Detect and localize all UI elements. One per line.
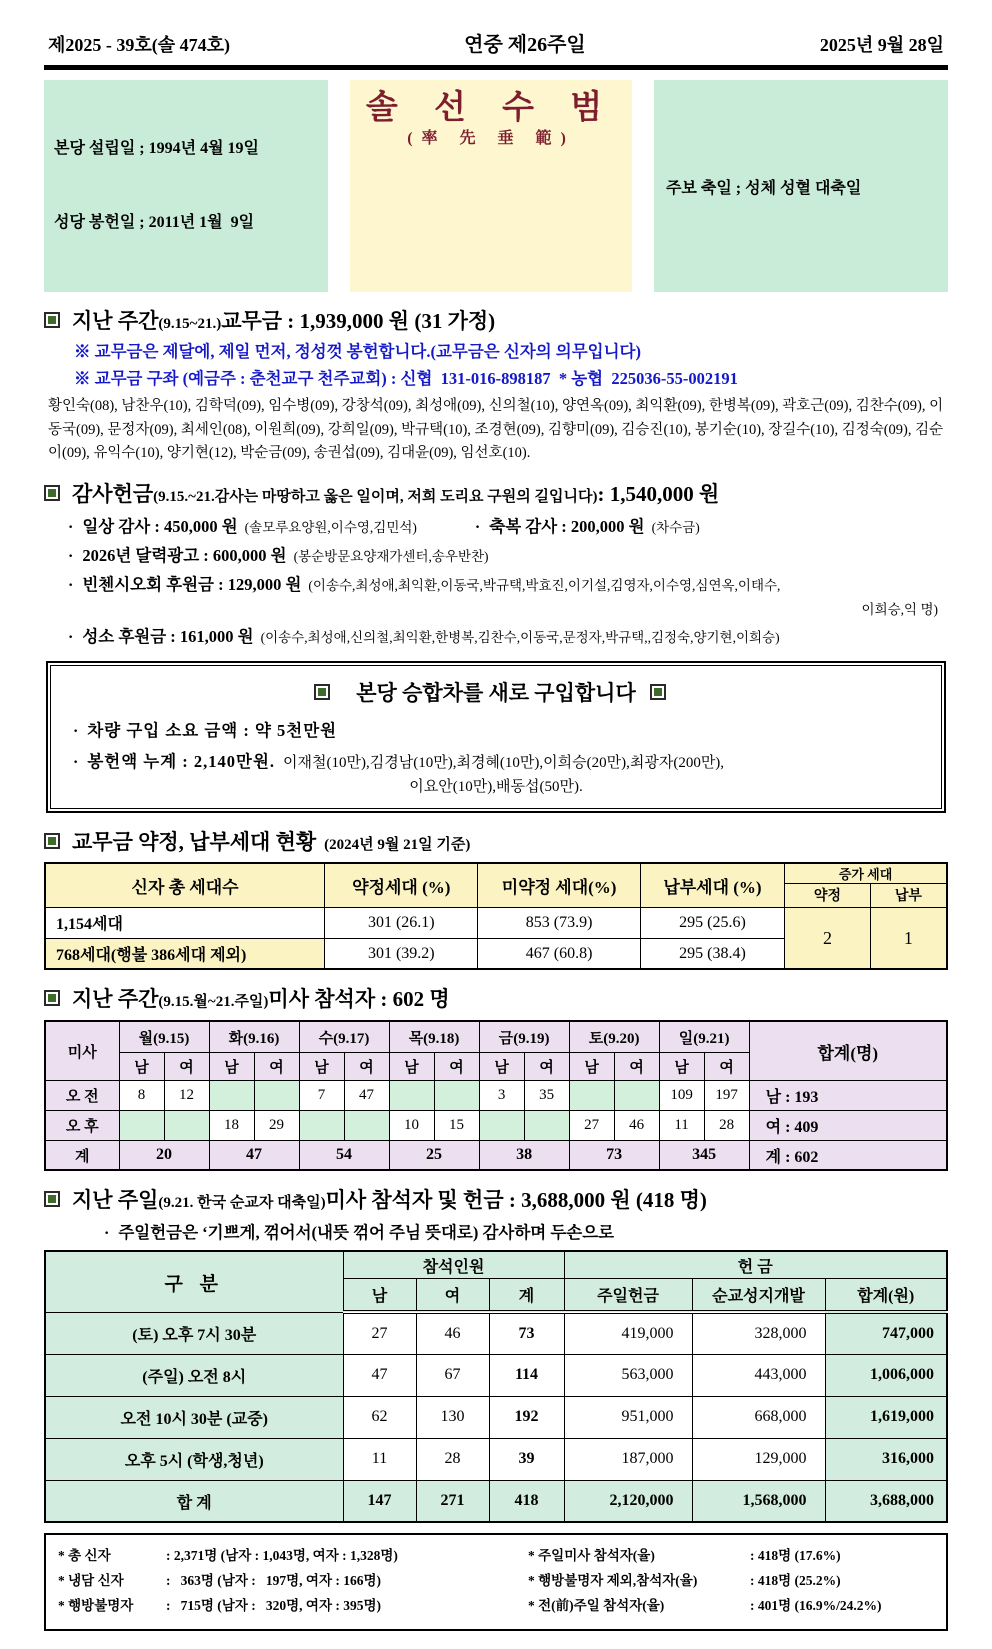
section-marker-icon	[44, 485, 60, 501]
pledge-col-increase: 증가 세대	[785, 863, 947, 884]
dedication-date: 성당 봉헌일 ; 2011년 1월 9일	[54, 213, 255, 231]
stat-total-members-value: : 2,371명 (남자 : 1,043명, 여자 : 1,328명)	[166, 1548, 398, 1564]
bullet-dot-icon	[104, 1225, 118, 1243]
pledge-col-paying: 납부세대 (%)	[640, 863, 784, 908]
section-marker-icon	[44, 833, 60, 849]
stat-sunday-rate-value: : 418명 (17.6%)	[750, 1548, 841, 1564]
section-pledge-heading: 교무금 약정, 납부세대 현황 (2024년 9월 21일 기준)	[44, 826, 948, 856]
stats-row-2	[58, 1569, 934, 1594]
stat-prev-week-label: * 전(前)주일 참석자(율)	[528, 1598, 665, 1614]
offering-row-sat: (토) 오후 7시 30분 27 46 73 419,000 328,000 747,000	[45, 1312, 947, 1354]
feast-day: 주보 축일 ; 성체 성혈 대축일	[665, 179, 862, 197]
van-donation-line: · 봉헌액 누계 : 2,140만원. 이재철(10만),김경남(10만),최경혜(10만),이희승(20만),최광자(200만),	[73, 748, 925, 772]
bullet-dot-icon	[475, 519, 489, 537]
dues-contributor-names: 황인숙(08), 남찬우(10), 김학덕(09), 임수병(09), 강창석(09), 최성애(09), 신의철(10), 양연옥(09), 최익환(09), 한병복(09), 곽호근(09), 김찬수(09), 이동국(09), 문정자(09), 최세인(08), 이원희(09), 강희일(09), 박규택(10), 조경현(09), 김향미(09), 김승진(10), 봉기순(10), 장길수(10), 김정숙(09), 김순이(09), 유익수(10), 양기현(12), 박순금(09), 송권섭(09), 김대윤(09), 임선호(10).	[48, 398, 944, 461]
thanks-item-vincent: · 빈첸시오회 후원금 : 129,000 원 (이송수,최성애,최익환,이동국,박규택,박효진,이기설,김영자,이수영,심연옥,이태수,	[68, 571, 948, 595]
section-sunday-heading: 지난 주일 (9.21. 한국 순교자 대축일) 미사 참석자 및 헌금 : 3,688,000 원 (418 명)	[44, 1184, 948, 1214]
parish-dates-box	[44, 80, 328, 292]
stats-row-3	[58, 1594, 934, 1619]
bullet-dot-icon	[73, 723, 87, 741]
attendance-row-sum: 계 20 47 54 25 38 73 345 계 : 602	[45, 1140, 947, 1170]
pledge-title: 교무금 약정, 납부세대 현황	[72, 829, 317, 854]
thanks-item-blessing: 축복 감사 : 200,000 원	[489, 516, 645, 536]
bullet-dot-icon	[68, 577, 82, 595]
section-marker-icon	[44, 312, 60, 328]
info-bar	[44, 80, 948, 292]
attendance-total-female: 여 : 409	[749, 1110, 947, 1140]
offering-col-category: 구 분	[45, 1251, 343, 1312]
statistics-box	[44, 1533, 948, 1631]
section-marker-icon	[314, 684, 330, 700]
attendance-day-tue: 화(9.16)	[209, 1021, 299, 1052]
thanks-item-vocation: · 성소 후원금 : 161,000 원 (이송수,최성애,신의철,최익환,한병복,김찬수,이동국,문정자,박규택,,김정숙,양기현,이희승)	[68, 623, 948, 647]
pledge-increase-pledged: 2	[785, 907, 871, 969]
section-marker-icon	[44, 1191, 60, 1207]
dues-note-2: ※ 교무금 구좌 (예금주 : 춘천교구 천주교회) : 신협 131-016-898187 * 농협 225036-55-002191	[74, 369, 738, 389]
stat-missing-label: * 행방불명자	[58, 1598, 134, 1614]
van-title: 본당 승합차를 새로 구입합니다	[67, 677, 925, 707]
stats-row-1	[58, 1544, 934, 1569]
issue-date: 2025년 9월 28일	[819, 35, 944, 55]
pledge-col-unpledged: 미약정 세대(%)	[478, 863, 640, 908]
van-donor-names: 이재철(10만),김경남(10만),최경혜(10만),이희승(20만),최광자(200만),	[283, 754, 725, 771]
motto-box	[350, 80, 632, 292]
offering-row-total: 합 계 147 271 418 2,120,000 1,568,000 3,688,000	[45, 1480, 947, 1522]
attendance-day-mon: 월(9.15)	[119, 1021, 209, 1052]
motto-hanja: (率 先 垂 範)	[407, 130, 575, 147]
stat-missing-value: : 715명 (남자 : 320명, 여자 : 395명)	[166, 1598, 382, 1614]
thanks-item-vincent-cont: 이희승,익 명)	[861, 601, 938, 617]
stat-lapsed-value: : 363명 (남자 : 197명, 여자 : 166명)	[166, 1573, 382, 1589]
bullet-dot-icon	[68, 548, 82, 566]
issue-number: 제2025 - 39호(솔 474호)	[48, 35, 231, 55]
founding-date: 본당 설립일 ; 1994년 4월 19일	[54, 139, 259, 157]
section-marker-icon	[44, 990, 60, 1006]
sunday-subnote: · 주일헌금은 ‘기쁘게, 꺾어서(내뜻 꺾어 주님 뜻대로) 감사하며 두손으로	[104, 1219, 948, 1243]
stat-lapsed-label: * 냉담 신자	[58, 1573, 124, 1589]
pledge-row-excl-missing: 768세대(행불 386세대 제외) 301 (39.2) 467 (60.8) 295 (38.4)	[45, 938, 947, 969]
attendance-total-all: 계 : 602	[749, 1140, 947, 1170]
stat-excl-missing-rate-label: * 행방불명자 제외,참석자(율)	[528, 1573, 698, 1589]
section-thanks-heading: 감사헌금 (9.15.~21.감사는 마땅하고 옳은 일이며, 저희 도리요 구원의 길입니다) : 1,540,000 원	[44, 478, 948, 508]
weekly-dues-amount: 교무금 : 1,939,000 원 (31 가정)	[221, 309, 496, 334]
section-weekly-dues-heading: 지난 주간 (9.15~21.) 교무금 : 1,939,000 원 (31 가정)	[44, 305, 948, 335]
offering-col-offering: 헌 금	[564, 1251, 947, 1278]
van-cost-line: · 차량 구입 소요 금액 : 약 5천만원	[73, 717, 925, 741]
stat-total-members-label: * 총 신자	[58, 1548, 111, 1564]
offering-col-attendees: 참석인원	[343, 1251, 564, 1278]
van-donor-names-cont: 이요안(10만),배동섭(50만).	[409, 778, 583, 795]
thanks-item-calendar: · 2026년 달력광고 : 600,000 원 (봉순방문요양재가센터,송우반찬)	[68, 542, 948, 566]
section-marker-icon	[650, 684, 666, 700]
stat-excl-missing-rate-value: : 418명 (25.2%)	[750, 1573, 841, 1589]
pledge-row-total: 1,154세대 301 (26.1) 853 (73.9) 295 (25.6) 2 1	[45, 907, 947, 938]
page-title: 연중 제26주일	[464, 34, 586, 56]
bullet-dot-icon	[73, 754, 87, 772]
offering-row-sun8: (주일) 오전 8시 47 67 114 563,000 443,000 1,006,000	[45, 1354, 947, 1396]
offering-row-sun1030: 오전 10시 30분 (교중) 62 130 192 951,000 668,000 1,619,000	[45, 1396, 947, 1438]
section-attendance-heading: 지난 주간 (9.15.월~21.주일) 미사 참석자 : 602 명	[44, 983, 948, 1013]
sunday-amount: 미사 참석자 및 헌금 : 3,688,000 원 (418 명)	[325, 1188, 707, 1213]
attendance-day-fri: 금(9.19)	[479, 1021, 569, 1052]
masthead	[44, 26, 948, 70]
attendance-total-header: 합계(명)	[749, 1021, 947, 1080]
van-announcement-box	[46, 661, 946, 813]
pledge-col-inc-pay: 납부	[870, 883, 947, 907]
dues-note-1: ※ 교무금은 제달에, 제일 먼저, 정성껏 봉헌합니다.(교무금은 신자의 의무입니다)	[74, 342, 641, 362]
pledge-table	[44, 862, 948, 971]
offering-subheader: 남 여 계 주일헌금 순교성지개발 합계(원)	[45, 1278, 947, 1312]
offering-row-sun5: 오후 5시 (학생,청년) 11 28 39 187,000 129,000 316,000	[45, 1438, 947, 1480]
pledge-increase-paying: 1	[870, 907, 947, 969]
stat-prev-week-value: : 401명 (16.9%/24.2%)	[750, 1598, 882, 1614]
offering-table	[44, 1250, 948, 1523]
attendance-day-thu: 목(9.18)	[389, 1021, 479, 1052]
attendance-title: 지난 주간	[72, 987, 159, 1012]
attendance-day-wed: 수(9.17)	[299, 1021, 389, 1052]
attendance-day-sun: 일(9.21)	[659, 1021, 749, 1052]
attendance-row-am: 오 전 8 12 7 47 3 35 109 197 남 : 193	[45, 1080, 947, 1110]
pledge-col-pledged: 약정세대 (%)	[325, 863, 478, 908]
bullet-dot-icon	[68, 519, 82, 537]
attendance-day-sat: 토(9.20)	[569, 1021, 659, 1052]
attendance-total-male: 남 : 193	[749, 1080, 947, 1110]
stat-sunday-rate-label: * 주일미사 참석자(율)	[528, 1548, 655, 1564]
feast-day-box	[654, 80, 948, 292]
bullet-dot-icon	[68, 629, 82, 647]
pledge-col-households: 신자 총 세대수	[45, 863, 325, 908]
attendance-row-pm: 오 후 18 29 10 15 27 46 11 28 여 : 409	[45, 1110, 947, 1140]
pledge-col-inc-pledge: 약정	[785, 883, 871, 907]
sunday-title: 지난 주일	[72, 1188, 159, 1213]
attendance-table	[44, 1020, 948, 1171]
attendance-corner: 미사	[45, 1021, 119, 1080]
thanks-amount: : 1,540,000 원	[597, 481, 720, 506]
attendance-mf-header: 남 여 남 여 남 여 남 여 남 여 남 여 남 여	[45, 1052, 947, 1080]
thanks-title: 감사헌금	[72, 481, 154, 506]
thanks-item-daily: · 일상 감사 : 450,000 원 (솔모루요양원,이수영,김민석) · 축복 감사 : 200,000 원 (차수금)	[68, 513, 948, 537]
weekly-dues-title: 지난 주간	[72, 309, 159, 334]
attendance-total: 미사 참석자 : 602 명	[268, 987, 450, 1012]
motto-korean: 솔 선 수 범	[365, 90, 617, 126]
